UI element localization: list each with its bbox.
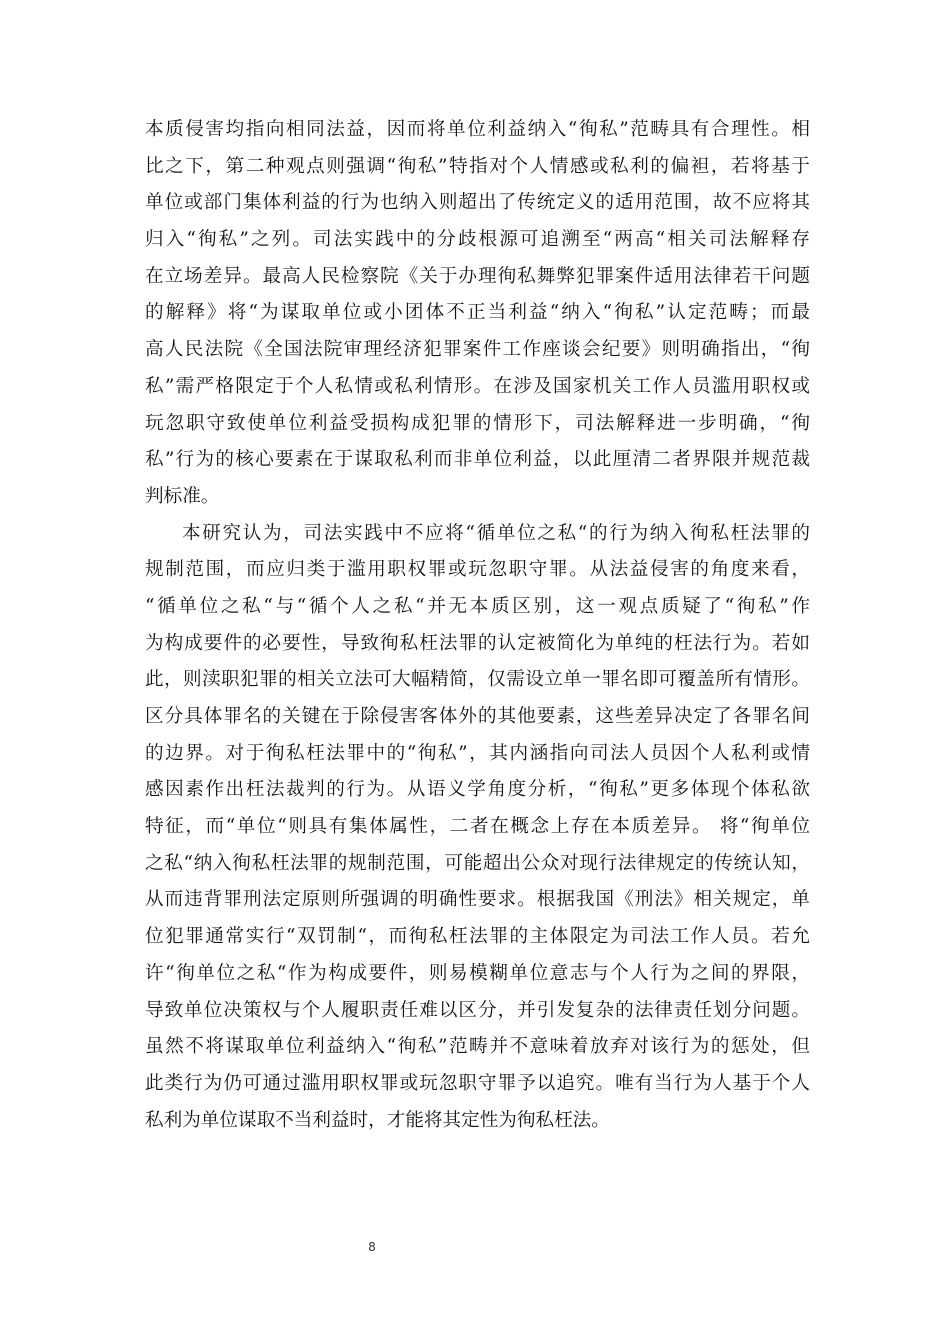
text-line: 位犯罪通常实行“双罚制“，而徇私枉法罪的主体限定为司法工作人员。若允 [145,926,810,948]
text-line: 此类行为仍可通过滥用职权罪或玩忽职守罪予以追究。唯有当行为人基于个人 [145,1072,810,1094]
text-line: 比之下，第二种观点则强调“徇私”特指对个人情感或私利的偏袒，若将基于 [145,155,810,177]
text-line: 私利为单位谋取不当利益时，才能将其定性为徇私枉法。 [145,1109,610,1131]
text-line: 特征，而“单位“则具有集体属性，二者在概念上存在本质差异。 将“徇单位 [145,816,810,838]
text-line: 单位或部门集体利益的行为也纳入则超出了传统定义的适用范围，故不应将其 [145,192,810,214]
text-line: 的边界。对于徇私枉法罪中的“徇私”，其内涵指向司法人员因个人私利或情 [145,742,810,764]
paragraph-2 [145,516,810,1140]
text-line: 私”需严格限定于个人私情或私利情形。在涉及国家机关工作人员滥用职权或 [145,375,810,397]
text-line: 导致单位决策权与个人履职责任难以区分，并引发复杂的法律责任划分问题。 [145,999,810,1021]
text-line: 区分具体罪名的关键在于除侵害客体外的其他要素，这些差异决定了各罪名间 [145,706,810,727]
page-number: 8 [368,1240,376,1254]
text-line: “循单位之私“与“循个人之私“并无本质区别，这一观点质疑了“徇私”作 [145,595,810,617]
text-line: 虽然不将谋取单位利益纳入“徇私”范畴并不意味着放弃对该行为的惩处，但 [145,1036,810,1058]
text-line: 私”行为的核心要素在于谋取私利而非单位利益，以此厘清二者界限并规范裁 [145,449,810,471]
text-line: 本质侵害均指向相同法益，因而将单位利益纳入“徇私”范畴具有合理性。相 [145,119,810,140]
text-line: 高人民法院《全国法院审理经济犯罪案件工作座谈会纪要》则明确指出，“徇 [145,339,810,361]
text-line: 在立场差异。最高人民检察院《关于办理徇私舞弊犯罪案件适用法律若干问题 [145,265,810,287]
body-text [145,112,810,1139]
text-line: 玩忽职守致使单位利益受损构成犯罪的情形下，司法解释进一步明确，“徇 [145,412,810,434]
text-line: 的解释》将“为谋取单位或小团体不正当利益“纳入“徇私”认定范畴；而最 [145,302,810,324]
text-line: 为构成要件的必要性，导致徇私枉法罪的认定被简化为单纯的枉法行为。若如 [145,632,810,654]
text-line: 感因素作出枉法裁判的行为。从语义学角度分析，“徇私”更多体现个体私欲 [145,779,810,801]
paragraph-1 [145,112,810,516]
text-line: 归入“徇私”之列。司法实践中的分歧根源可追溯至“两高“相关司法解释存 [145,229,810,251]
text-line: 判标准。 [145,485,220,507]
text-line: 规制范围，而应归类于滥用职权罪或玩忽职守罪。从法益侵害的角度来看， [145,559,810,581]
text-line: 此，则渎职犯罪的相关立法可大幅精简，仅需设立单一罪名即可覆盖所有情形。 [145,669,810,691]
text-line: 许“徇单位之私“作为构成要件，则易模糊单位意志与个人行为之间的界限， [145,962,810,984]
text-line: 之私“纳入徇私枉法罪的规制范围，可能超出公众对现行法律规定的传统认知， [145,852,810,874]
text-line: 本研究认为，司法实践中不应将“循单位之私“的行为纳入徇私枉法罪的 [182,522,810,544]
text-line: 从而违背罪刑法定原则所强调的明确性要求。根据我国《刑法》相关规定，单 [145,889,810,911]
